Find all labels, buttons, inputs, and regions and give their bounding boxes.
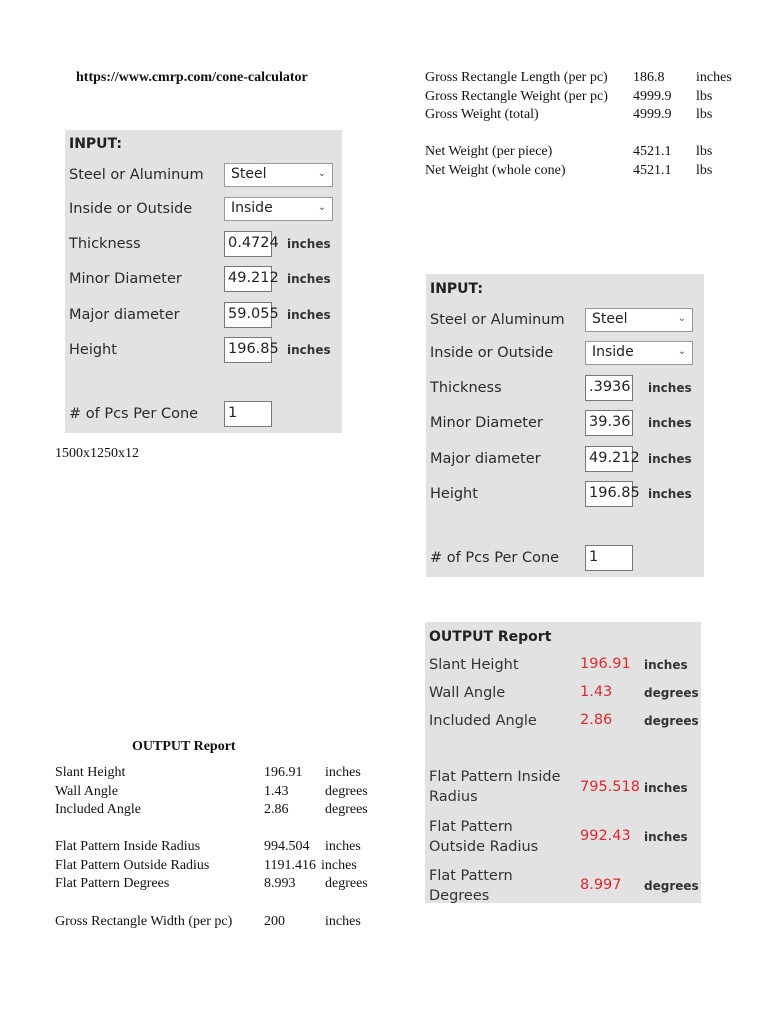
material-select[interactable] (585, 308, 693, 332)
wall-angle-value: 1.43 (580, 684, 613, 700)
row-value: 4999.9 (633, 107, 672, 122)
label-line: Degrees (429, 888, 490, 904)
major-diameter-input[interactable]: 49.212 (585, 446, 633, 472)
chevron-down-icon: ⌄ (677, 313, 686, 324)
row-label: Net Weight (per piece) (425, 144, 553, 159)
outside-radius-value: 992.43 (580, 828, 631, 844)
row-unit: degrees (325, 876, 368, 891)
row-unit: inches (696, 70, 732, 85)
source-url: https://www.cmrp.com/cone-calculator (76, 70, 308, 85)
row-value: 4999.9 (633, 89, 672, 104)
row-value: 2.86 (264, 802, 289, 817)
row-unit: lbs (696, 107, 713, 122)
wall-angle-label: Wall Angle (429, 685, 506, 701)
thickness-input[interactable]: .3936 (585, 375, 633, 401)
output-report-panel (425, 622, 701, 903)
minor-diameter-input[interactable]: 49.212 (224, 266, 272, 292)
side-select[interactable] (224, 197, 333, 221)
row-label: Flat Pattern Inside Radius (55, 839, 201, 854)
thickness-unit: inches (648, 381, 692, 395)
height-input[interactable]: 196.85 (224, 337, 272, 363)
label-line: Radius (429, 789, 478, 805)
minor-diameter-unit: inches (287, 272, 331, 286)
height-unit: inches (648, 487, 692, 501)
side-select[interactable] (585, 341, 693, 365)
output-report-title: OUTPUT Report (132, 739, 236, 754)
chevron-down-icon: ⌄ (677, 346, 686, 357)
row-value: 8.993 (264, 876, 296, 891)
outside-radius-unit: inches (644, 830, 688, 844)
side-value: Inside (592, 344, 634, 360)
row-unit: inches (325, 765, 361, 780)
thickness-label: Thickness (69, 236, 141, 252)
inside-radius-value: 795.518 (580, 779, 640, 795)
row-unit: lbs (696, 89, 713, 104)
minor-diameter-label: Minor Diameter (69, 271, 182, 287)
major-diameter-label: Major diameter (430, 451, 541, 467)
minor-diameter-input[interactable]: 39.36 (585, 410, 633, 436)
included-angle-value: 2.86 (580, 712, 613, 728)
outside-radius-label (429, 817, 538, 857)
input-panel-b (426, 274, 704, 577)
row-value: 200 (264, 914, 285, 929)
included-angle-unit: degrees (644, 714, 699, 728)
row-value: 994.504 (264, 839, 310, 854)
label-line: Outside Radius (429, 839, 539, 855)
row-unit: degrees (325, 784, 368, 799)
height-input[interactable]: 196.85 (585, 481, 633, 507)
label-line: Flat Pattern Inside (429, 769, 561, 785)
input-panel-a (65, 130, 342, 433)
row-label: Included Angle (55, 802, 141, 817)
major-diameter-label: Major diameter (69, 307, 180, 323)
slant-height-value: 196.91 (580, 656, 631, 672)
material-value: Steel (592, 311, 628, 327)
material-label: Steel or Aluminum (430, 312, 565, 328)
material-label: Steel or Aluminum (69, 167, 204, 183)
row-label: Gross Rectangle Length (per pc) (425, 70, 608, 85)
pcs-input[interactable]: 1 (585, 545, 633, 571)
minor-diameter-unit: inches (648, 416, 692, 430)
row-value: 196.91 (264, 765, 303, 780)
wall-angle-unit: degrees (644, 686, 699, 700)
chevron-down-icon: ⌄ (317, 202, 326, 213)
row-label: Wall Angle (55, 784, 119, 799)
major-diameter-unit: inches (648, 452, 692, 466)
row-unit: lbs (696, 163, 713, 178)
row-unit: degrees (325, 802, 368, 817)
pcs-label: # of Pcs Per Cone (430, 550, 560, 566)
row-unit: inches (321, 858, 357, 873)
material-select[interactable] (224, 163, 333, 187)
row-label: Gross Rectangle Width (per pc) (55, 914, 233, 929)
row-unit: lbs (696, 144, 713, 159)
row-label: Flat Pattern Outside Radius (55, 858, 210, 873)
slant-height-label: Slant Height (429, 657, 519, 673)
row-label: Gross Rectangle Weight (per pc) (425, 89, 608, 104)
row-value: 1191.416 (264, 858, 316, 873)
pcs-label: # of Pcs Per Cone (69, 406, 199, 422)
panel-title: OUTPUT Report (429, 629, 552, 645)
degrees-unit: degrees (644, 879, 699, 893)
thickness-label: Thickness (430, 380, 502, 396)
major-diameter-input[interactable]: 59.055 (224, 302, 272, 328)
height-unit: inches (287, 343, 331, 357)
table-row (425, 70, 608, 86)
side-label: Inside or Outside (430, 345, 554, 361)
panel-title: INPUT: (430, 281, 483, 297)
side-value: Inside (231, 200, 273, 216)
minor-diameter-label: Minor Diameter (430, 415, 543, 431)
thickness-input[interactable]: 0.4724 (224, 231, 272, 257)
height-label: Height (69, 342, 117, 358)
dimensions-note: 1500x1250x12 (55, 446, 139, 461)
row-label: Flat Pattern Degrees (55, 876, 170, 891)
degrees-value: 8.997 (580, 877, 622, 893)
pcs-input[interactable]: 1 (224, 401, 272, 427)
row-label: Net Weight (whole cone) (425, 163, 566, 178)
degrees-label (429, 866, 513, 906)
row-value: 4521.1 (633, 144, 672, 159)
panel-title: INPUT: (69, 136, 122, 152)
material-value: Steel (231, 166, 267, 182)
row-value: 1.43 (264, 784, 289, 799)
inside-radius-unit: inches (644, 781, 688, 795)
row-unit: inches (325, 914, 361, 929)
row-label: Slant Height (55, 765, 126, 780)
side-label: Inside or Outside (69, 201, 193, 217)
row-label: Gross Weight (total) (425, 107, 539, 122)
row-value: 186.8 (633, 70, 665, 85)
inside-radius-label (429, 767, 561, 807)
chevron-down-icon: ⌄ (317, 168, 326, 179)
slant-height-unit: inches (644, 658, 688, 672)
row-unit: inches (325, 839, 361, 854)
height-label: Height (430, 486, 478, 502)
included-angle-label: Included Angle (429, 713, 537, 729)
label-line: Flat Pattern (429, 868, 513, 884)
thickness-unit: inches (287, 237, 331, 251)
major-diameter-unit: inches (287, 308, 331, 322)
row-value: 4521.1 (633, 163, 672, 178)
label-line: Flat Pattern (429, 819, 513, 835)
